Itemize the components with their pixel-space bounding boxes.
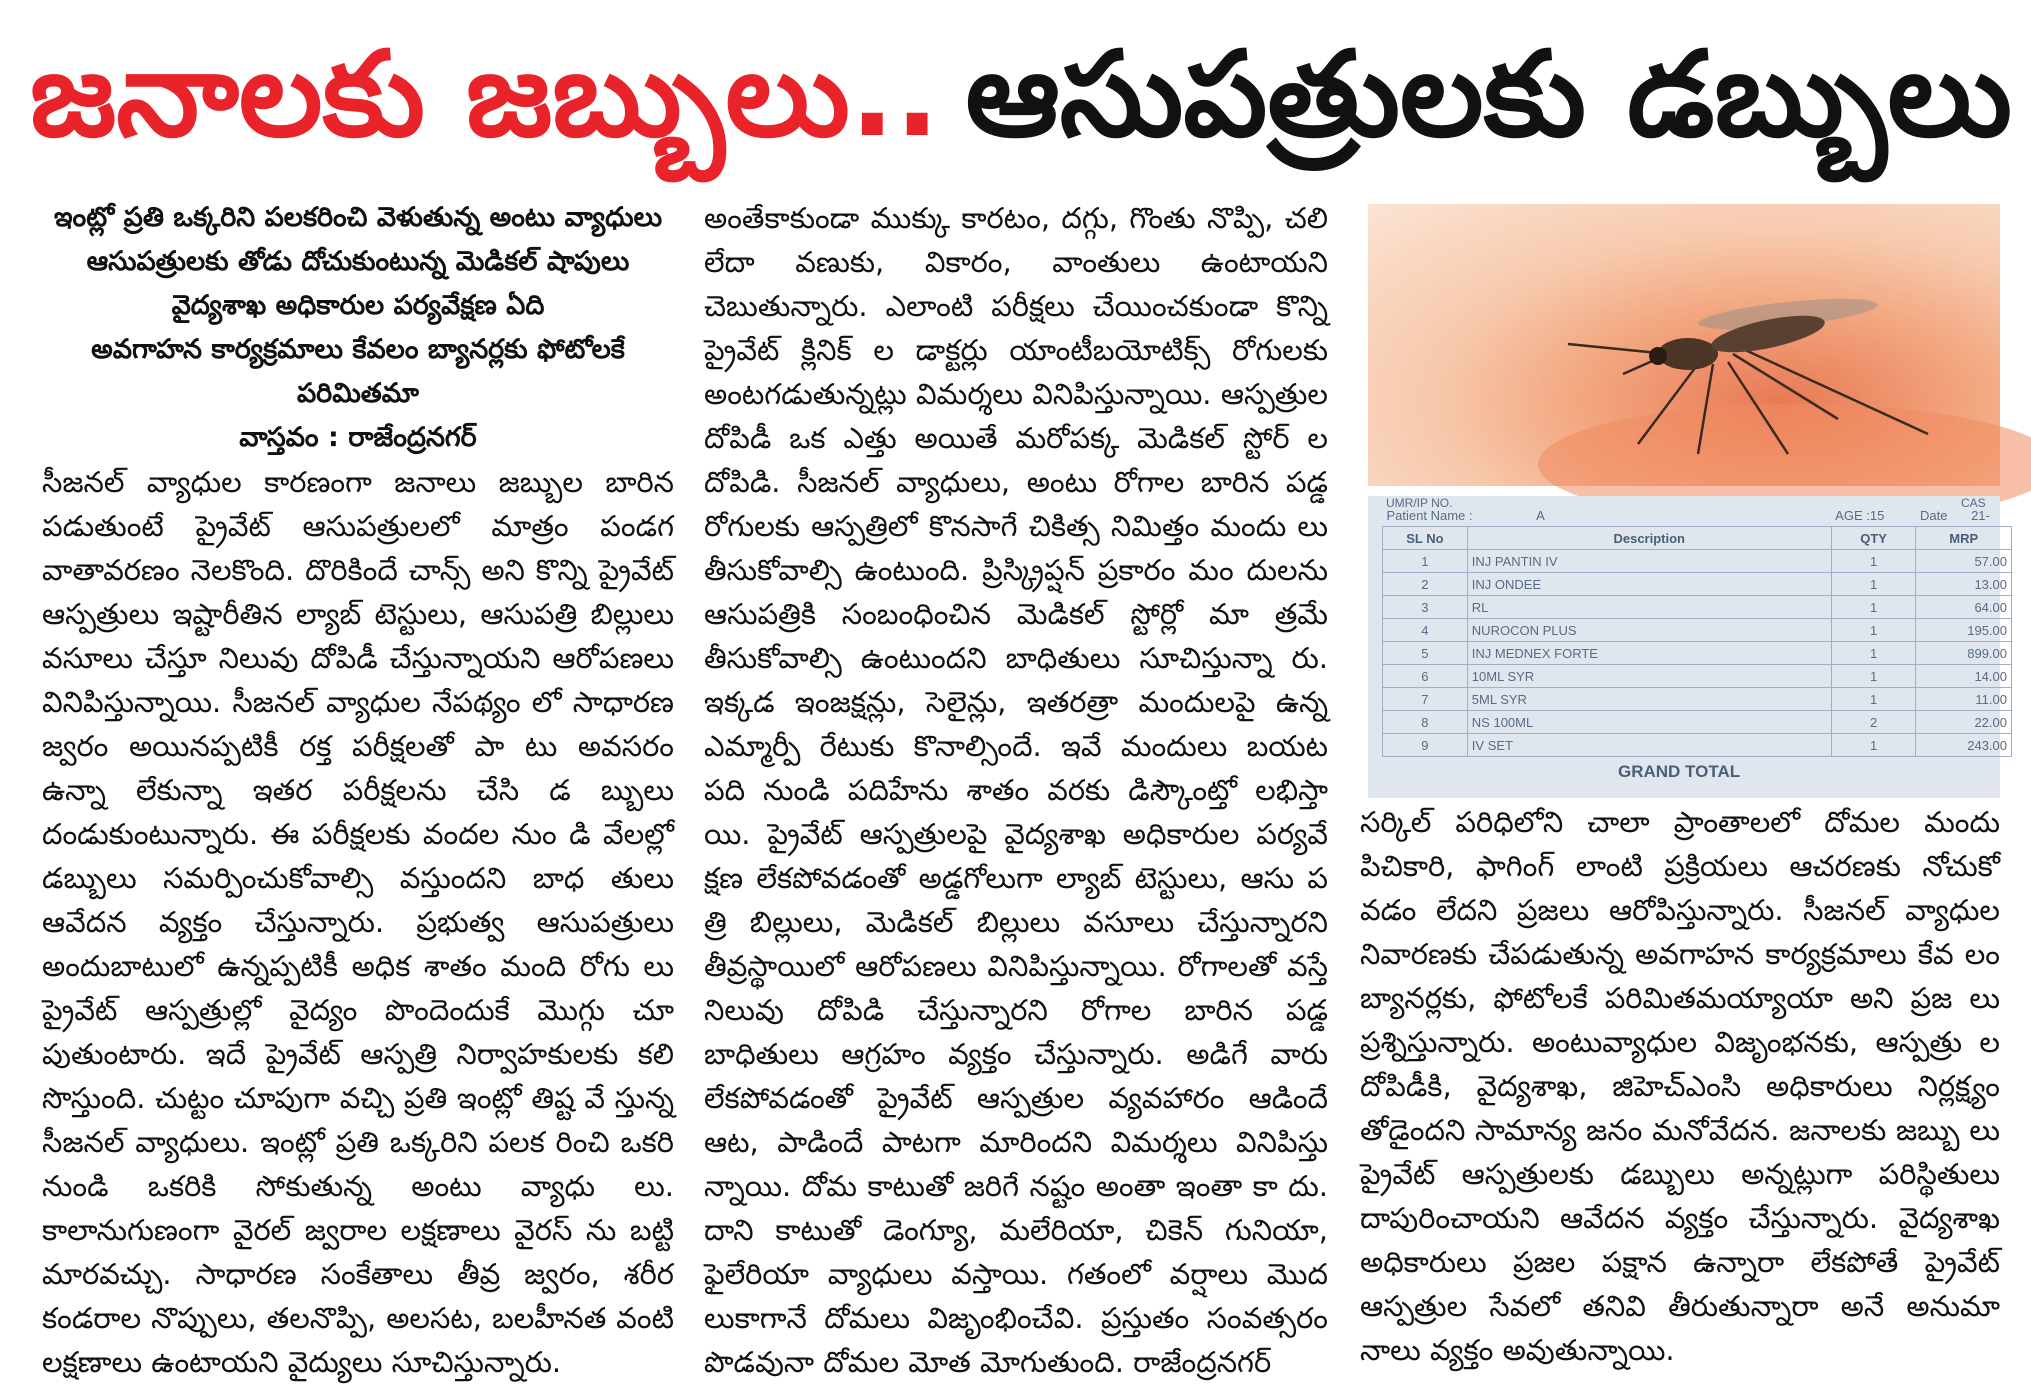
bill-photo xyxy=(1368,496,2007,798)
bill-cell-qty: 2 xyxy=(1831,711,1916,734)
bill-umr-label: UMR/IP NO. xyxy=(1386,496,1453,510)
bill-cell-qty: 1 xyxy=(1831,734,1916,757)
bill-cell-sl: 3 xyxy=(1383,596,1468,619)
bill-cell-sl: 9 xyxy=(1383,734,1468,757)
bill-cell-mrp: 22.00 xyxy=(1916,711,2012,734)
bill-cell-description: INJ PANTIN IV xyxy=(1467,550,1831,573)
bill-col-description: Description xyxy=(1467,527,1831,550)
headline-part-2: ఆసుపత్రులకు డబ్బులు xyxy=(965,25,2012,163)
bill-cell-description: INJ ONDEE xyxy=(1467,573,1831,596)
bill-cell-sl: 4 xyxy=(1383,619,1468,642)
bill-cell-mrp: 57.00 xyxy=(1916,550,2012,573)
bill-cell-description: INJ MEDNEX FORTE xyxy=(1467,642,1831,665)
bill-cell-mrp: 243.00 xyxy=(1916,734,2012,757)
bill-row xyxy=(1383,550,2012,573)
headline-part-1: జనాలకు జబ్బులు.. xyxy=(30,25,940,163)
bill-cell-sl: 2 xyxy=(1383,573,1468,596)
bill-row xyxy=(1383,573,2012,596)
deck-line: అవగాహన కార్యక్రమాలు కేవలం బ్యానర్లకు ఫోటోలకే xyxy=(91,334,625,365)
mosquito-icon xyxy=(1368,204,2000,486)
bill-cell-mrp: 13.00 xyxy=(1916,573,2012,596)
bill-cell-qty: 1 xyxy=(1831,596,1916,619)
bill-cell-qty: 1 xyxy=(1831,688,1916,711)
deck-line: ఇంట్లో ప్రతి ఒక్కరిని పలకరించి వెళుతున్న అంటు వ్యాధులు xyxy=(53,202,663,233)
bill-cell-description: IV SET xyxy=(1467,734,1831,757)
body-text-col3: సర్కిల్ పరిధిలోని చాలా ప్రాంతాలలో దోమల మందు పిచికారి, ఫాగింగ్ లాంటి ప్రక్రియలు ఆచరణకు నోచుకో వడం లేదని ప్రజలు ఆరోపిస్తున్నారు. సీజనల్ వ్యాధుల నివారణకు చేపడుతున్న అవగాహన కార్యక్రమాలు కేవ లం బ్యానర్లకు, ఫోటోలకే పరిమితమయ్యాయా అని ప్రజ లు ప్రశ్నిస్తున్నారు. అంటువ్యాధుల విజృంభనకు, ఆస్పత్రు ల దోపిడీకి, వైద్యశాఖ, జిహెచ్ఎంసి అధికారులు నిర్లక్ష్యం తోడైందని సామాన్య జనం మనోవేదన. జనాలకు జబ్బు లు ప్రైవేట్ ఆస్పత్రులకు డబ్బులు అన్నట్లుగా పరిస్థితులు దాపురించాయని ఆవేదన వ్యక్తం చేస్తున్నారు. వైద్యశాఖ అధికారులు ప్రజల పక్షాన ఉన్నారా లేకపోతే ప్రైవేట్ ఆస్పత్రుల సేవలో తనివి తీరుతున్నారా అనే అనుమా నాలు వ్యక్తం అవుతున్నాయి. xyxy=(1360,805,2000,1367)
deck-line: పరిమితమా xyxy=(296,378,419,409)
deck-line: ఆసుపత్రులకు తోడు దోచుకుంటున్న మెడికల్ షాపులు xyxy=(86,246,630,277)
body-text-col1: సీజనల్ వ్యాధుల కారణంగా జనాలు జబ్బుల బారిన పడుతుంటే ప్రైవేట్ ఆసుపత్రులలో మాత్రం పండగ వాతావరణం నెలకొంది. దొరికిందే చాన్స్ అని కొన్ని ప్రైవేట్ ఆస్పత్రులు ఇష్టారీతిన ల్యాబ్ టెస్టులు, ఆసుపత్రి బిల్లులు వసూలు చేస్తూ నిలువు దోపిడీ చేస్తున్నాయని ఆరోపణలు వినిపిస్తున్నాయి. సీజనల్ వ్యాధుల నేపథ్యం లో సాధారణ జ్వరం అయినప్పటికీ రక్త పరీక్షలతో పా టు అవసరం ఉన్నా లేకున్నా ఇతర పరీక్షలను చేసి డ బ్బులు దండుకుంటున్నారు. ఈ పరీక్షలకు వందల నుం డి వేలల్లో డబ్బులు సమర్పించుకోవాల్సి వస్తుందని బాధ తులు ఆవేదన వ్యక్తం చేస్తున్నారు. ప్రభుత్వ ఆసుపత్రులు అందుబాటులో ఉన్నప్పటికీ అధిక శాతం మంది రోగు లు ప్రైవేట్ ఆస్పత్రుల్లో వైద్యం పొందెందుకే మొగ్గు చూ పుతుంటారు. ఇదే ప్రైవేట్ ఆస్పత్రి నిర్వాహకులకు కలి సొస్తుంది. చుట్టం చూపుగా వచ్చి ప్రతి ఇంట్లో తిష్ట వే స్తున్న సీజనల్ వ్యాధులు. ఇంట్లో ప్రతి ఒక్కరిని పలక రించి ఒకరి నుండి ఒకరికి సోకుతున్న అంటు వ్యాధు లు. కాలానుగుణంగా వైరల్ జ్వరాల లక్షణాలు వైరస్ ను బట్టి మారవచ్చు. సాధారణ సంకేతాలు తీవ్ర జ్వరం, శరీర కండరాల నొప్పులు, తలనొప్పి, అలసట, బలహీనత వంటి లక్షణాలు ఉంటాయని వైద్యులు సూచిస్తున్నారు. xyxy=(42,465,674,1379)
bill-cell-qty: 1 xyxy=(1831,550,1916,573)
bill-row xyxy=(1383,596,2012,619)
bill-patient-name: Patient Name : A xyxy=(1386,507,1545,523)
bill-rows xyxy=(1383,550,2012,757)
bill-cell-description: NS 100ML xyxy=(1467,711,1831,734)
bill-date: Date 21- xyxy=(1919,507,1990,523)
bill-age: AGE :15 xyxy=(1835,507,1885,523)
article-column-2 xyxy=(704,196,1328,1384)
article-column-1 xyxy=(42,196,674,1384)
bill-cell-sl: 8 xyxy=(1383,711,1468,734)
bill-cell-sl: 5 xyxy=(1383,642,1468,665)
article-column-3 xyxy=(1360,800,2000,1372)
bill-col-qty: QTY xyxy=(1831,527,1916,550)
bill-cell-mrp: 899.00 xyxy=(1916,642,2012,665)
bill-table xyxy=(1382,504,2012,757)
bill-cell-mrp: 64.00 xyxy=(1916,596,2012,619)
body-text-col2: అంతేకాకుండా ముక్కు కారటం, దగ్గు, గొంతు నొప్పి, చలి లేదా వణుకు, వికారం, వాంతులు ఉంటాయని చెబుతున్నారు. ఎలాంటి పరీక్షలు చేయించకుండా కొన్ని ప్రైవేట్ క్లినిక్ ల డాక్టర్లు యాంటీబయోటిక్స్ రోగులకు అంటగడుతున్నట్లు విమర్శలు వినిపిస్తున్నాయి. ఆస్పత్రుల దోపిడీ ఒక ఎత్తు అయితే మరోపక్క మెడికల్ స్టోర్ ల దోపిడి. సీజనల్ వ్యాధులు, అంటు రోగాల బారిన పడ్డ రోగులకు ఆస్పత్రిలో కొనసాగే చికిత్స నిమిత్తం మందు లు తీసుకోవాల్సి ఉంటుంది. ప్రిస్క్రిప్షన్ ప్రకారం మం దులను ఆసుపత్రికి సంబంధించిన మెడికల్ స్టోర్లో మా త్రమే తీసుకోవాల్సి ఉంటుందని బాధితులు సూచిస్తున్నా రు. ఇక్కడ ఇంజక్షన్లు, సెలైన్లు, ఇతరత్రా మందులపై ఉన్న ఎమ్మార్పీ రేటుకు కొనాల్సిందే. ఇవే మందులు బయట పది నుండి పదిహేను శాతం వరకు డిస్కౌంట్తో లభిస్తా యి. ప్రైవేట్ ఆస్పత్రులపై వైద్యశాఖ అధికారుల పర్యవే క్షణ లేకపోవడంతో అడ్డగోలుగా ల్యాబ్ టెస్టులు, ఆసు ప త్రి బిల్లులు, మెడికల్ బిల్లులు వసూలు చేస్తున్నారని తీవ్రస్థాయిలో ఆరోపణలు వినిపిస్తున్నాయి. రోగాలతో వస్తే నిలువు దోపిడి చేస్తున్నారని రోగాల బారిన పడ్డ బాధితులు ఆగ్రహం వ్యక్తం చేస్తున్నారు. అడిగే వారు లేకపోవడంతో ప్రైవేట్ ఆస్పత్రుల వ్యవహారం ఆడిందే ఆట, పాడిందే పాటగా మారిందని విమర్శలు వినిపిస్తు న్నాయి. దోమ కాటుతో జరిగే నష్టం అంతా ఇంతా కా దు. దాని కాటుతో డెంగ్యూ, మలేరియా, చికెన్ గునియా, ఫైలేరియా వ్యాధులు వస్తాయి. గతంలో వర్షాలు మొద లుకాగానే దోమలు విజృంభించేవి. ప్రస్తుతం సంవత్సరం పొడవునా దోమల మోత మోగుతుంది. రాజేంద్రనగర్ xyxy=(704,201,1328,1379)
bill-cell-sl: 7 xyxy=(1383,688,1468,711)
bill-cell-mrp: 11.00 xyxy=(1916,688,2012,711)
bill-row xyxy=(1383,619,2012,642)
headline xyxy=(30,14,2012,174)
byline: వాస్తవం : రాజేంద్రనగర్ xyxy=(239,422,477,453)
deck xyxy=(42,196,674,416)
bill-cell-mrp: 14.00 xyxy=(1916,665,2012,688)
bill-grand-total: GRAND TOTAL xyxy=(1618,762,1741,781)
bill-patient-row xyxy=(1383,504,2012,527)
bill-row xyxy=(1383,711,2012,734)
bill-cas-label: CAS xyxy=(1961,496,1986,510)
bill-row xyxy=(1383,734,2012,757)
bill-header-row xyxy=(1383,527,2012,550)
deck-line: వైద్యశాఖ అధికారుల పర్యవేక్షణ ఏది xyxy=(171,290,545,321)
bill-row xyxy=(1383,688,2012,711)
bill-cell-description: 5ML SYR xyxy=(1467,688,1831,711)
bill-col-mrp: MRP xyxy=(1916,527,2012,550)
bill-cell-qty: 1 xyxy=(1831,642,1916,665)
bill-cell-qty: 1 xyxy=(1831,665,1916,688)
bill-row xyxy=(1383,642,2012,665)
bill-cell-sl: 6 xyxy=(1383,665,1468,688)
bill-cell-qty: 1 xyxy=(1831,619,1916,642)
bill-row xyxy=(1383,665,2012,688)
bill-col-sl: SL No xyxy=(1383,527,1468,550)
bill-cell-description: RL xyxy=(1467,596,1831,619)
bill-cell-description: NUROCON PLUS xyxy=(1467,619,1831,642)
mosquito-photo xyxy=(1368,204,2000,486)
bill-cell-sl: 1 xyxy=(1383,550,1468,573)
bill-cell-description: 10ML SYR xyxy=(1467,665,1831,688)
bill-cell-mrp: 195.00 xyxy=(1916,619,2012,642)
bill-cell-qty: 1 xyxy=(1831,573,1916,596)
